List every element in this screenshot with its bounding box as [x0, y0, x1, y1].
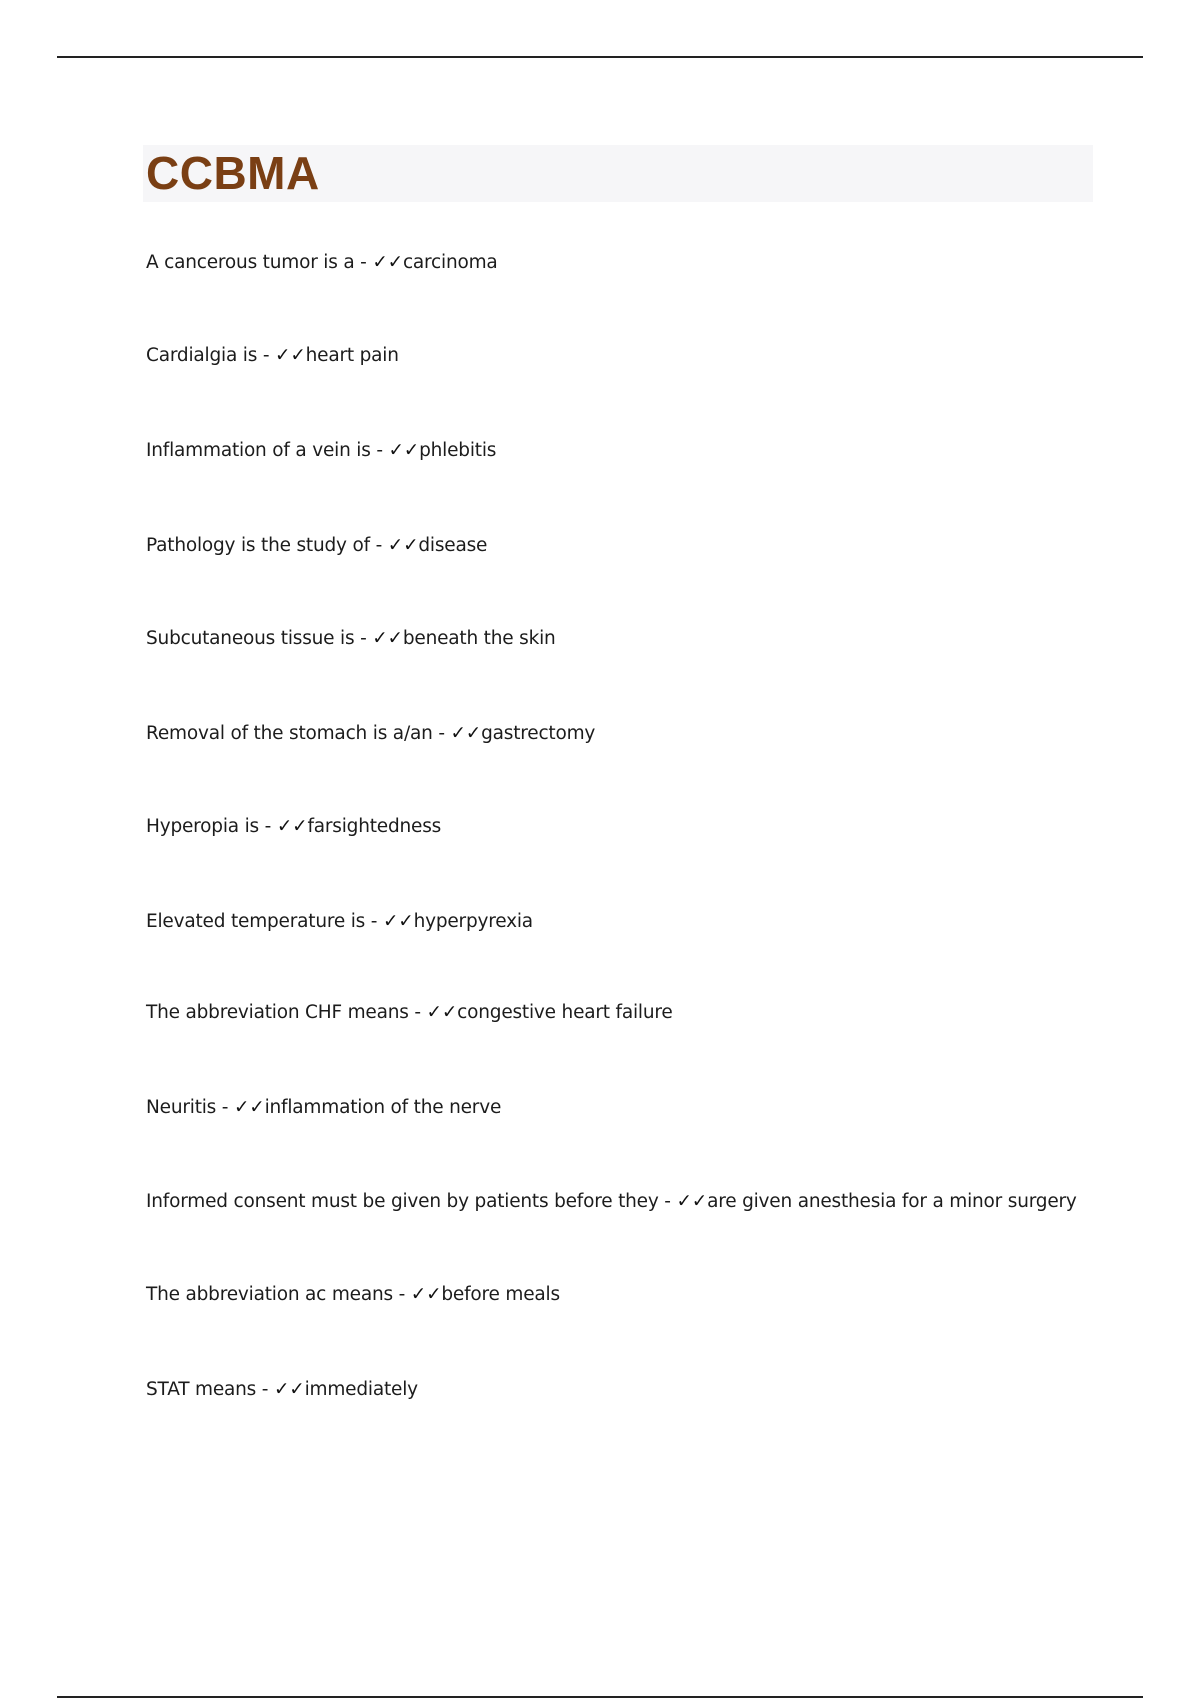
question-text: The abbreviation CHF means [146, 1002, 409, 1023]
answer-text: phlebitis [419, 440, 497, 461]
qa-item [146, 815, 441, 839]
answer-text: beneath the skin [402, 628, 556, 649]
check-icon: ✓✓ [233, 1097, 265, 1118]
separator: - [408, 1002, 427, 1023]
separator: - [216, 1097, 234, 1118]
answer-text: carcinoma [402, 252, 498, 273]
header-rule [57, 56, 1143, 58]
separator: - [365, 911, 383, 932]
check-icon: ✓✓ [450, 723, 482, 744]
check-icon: ✓✓ [273, 1379, 305, 1400]
check-icon: ✓✓ [275, 345, 306, 366]
separator: - [258, 816, 277, 837]
qa-item [146, 1283, 560, 1307]
answer-text: immediately [304, 1379, 418, 1400]
separator: - [370, 440, 389, 461]
document-title: CCBMA [146, 147, 320, 199]
question-text: Inflammation of a vein is [146, 440, 371, 461]
answer-text: farsightedness [307, 816, 442, 837]
check-icon: ✓✓ [676, 1191, 708, 1212]
qa-item [146, 1001, 673, 1025]
question-text: A cancerous tumor is a [146, 252, 355, 273]
qa-item [146, 627, 556, 651]
question-text: Elevated temperature is [146, 911, 366, 932]
separator: - [354, 628, 373, 649]
separator: - [354, 252, 373, 273]
qa-item [146, 722, 595, 746]
qa-item [146, 910, 533, 934]
answer-text: are given anesthesia for a minor surgery [707, 1191, 1077, 1212]
answer-text: inflammation of the nerve [264, 1097, 502, 1118]
question-text: Removal of the stomach is a/an [146, 723, 433, 744]
answer-text: hyperpyrexia [413, 911, 533, 932]
separator: - [257, 345, 276, 366]
check-icon: ✓✓ [372, 252, 403, 273]
question-text: The abbreviation ac means [146, 1284, 393, 1305]
question-text: Cardialgia is [146, 345, 258, 366]
question-text: Pathology is the study of [146, 535, 370, 556]
separator: - [392, 1284, 411, 1305]
qa-item [146, 439, 496, 463]
qa-item [146, 534, 487, 558]
qa-item [146, 251, 498, 275]
qa-item [146, 344, 399, 368]
qa-item [146, 1378, 418, 1402]
qa-item [146, 1190, 1077, 1214]
question-text: Informed consent must be given by patients before they [146, 1191, 659, 1212]
qa-item [146, 1096, 501, 1120]
question-text: Subcutaneous tissue is [146, 628, 355, 649]
separator: - [256, 1379, 274, 1400]
question-text: STAT means [146, 1379, 257, 1400]
check-icon: ✓✓ [276, 816, 308, 837]
answer-text: disease [418, 535, 488, 556]
answer-text: gastrectomy [481, 723, 596, 744]
separator: - [369, 535, 388, 556]
check-icon: ✓✓ [372, 628, 403, 649]
check-icon: ✓✓ [426, 1002, 458, 1023]
check-icon: ✓✓ [410, 1284, 442, 1305]
question-text: Hyperopia is [146, 816, 259, 837]
answer-text: before meals [441, 1284, 560, 1305]
check-icon: ✓✓ [382, 911, 414, 932]
footer-rule [57, 1696, 1143, 1698]
question-text: Neuritis [146, 1097, 217, 1118]
check-icon: ✓✓ [388, 440, 420, 461]
answer-text: heart pain [305, 345, 399, 366]
check-icon: ✓✓ [387, 535, 419, 556]
separator: - [432, 723, 451, 744]
separator: - [658, 1191, 677, 1212]
answer-text: congestive heart failure [457, 1002, 673, 1023]
